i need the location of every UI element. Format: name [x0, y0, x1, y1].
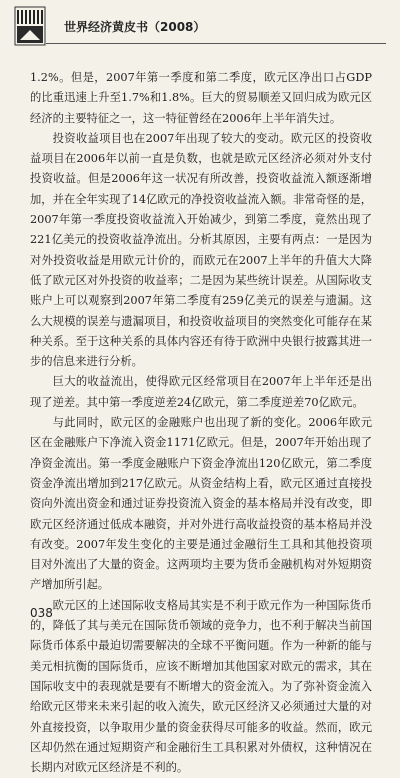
header-divider — [46, 43, 386, 44]
paragraph: 欧元区的上述国际收支格局其实是不利于欧元作为一种国际货币的，降低了其与美元在国际货币领域的竞争力，也不利于解决当前国际货币体系中最迫切需要解决的全球不平衡问题。作为一种新的能与美元相抗衡的国际货币，应该不断增加其他国家对欧元的需求，其在国际收支中的表现就是要有不断增大的资金流入。为了弥补资金流入给欧元区带来未来引起的收入流失，欧元区经济又必须通过大量的对外直接投资，以争取用少量的资金获得尽可能多的收益。然而，欧元区却仍然在通过短期资产和金融衍生工具积累对外债权，这种情况在长期内对欧元区经济是不利的。 — [30, 598, 372, 775]
paragraph: 1.2%。但是，2007年第一季度和第二季度，欧元区净出口占GDP的比重迅速上升至1.7%和1.8%。巨大的贸易顺差又回归成为欧元区经济的主要特征之一，这一特征曾经在2006年上半年消失过。 — [30, 71, 372, 125]
paragraph: 与此同时，欧元区的金融账户也出现了新的变化。2006年欧元区在金融账户下净流入资金1171亿欧元。但是，2007年开始出现了净资金流出。第一季度金融账户下资金净流出120亿欧元，第二季度资金净流出增加到217亿欧元。从资金结构上看，欧元区通过直接投资向外流出资金和通过证券投资流入资金的基本格局并没有改变，即欧元区经济通过低成本融资，并对外进行高收益投资的基本格局并没有改变。2007年发生变化的主要是通过金融衍生工具和其他投资项目对外流出了大量的资金。这两项均主要为货币金融机构对外短期资产增加所引起。 — [30, 416, 372, 592]
running-header-title: 世界经济黄皮书（2008） — [64, 20, 206, 34]
paragraph: 巨大的收益流出，使得欧元区经常项目在2007年上半年还是出现了逆差。其中第一季度逆差24亿欧元，第二季度逆差70亿欧元。 — [30, 375, 372, 409]
page-number: 038 — [30, 606, 53, 620]
paragraph: 投资收益项目也在2007年出现了较大的变动。欧元区的投资收益项目在2006年以前一直是负数，也就是欧元区经济必须对外支付投资收益。但是2006年这一状况有所改善，投资收益流入额逐渐增加，并在全年实现了14亿欧元的净投资收益流入额。非常奇怪的是，2007年第一季度投资收益流入开始减少，到第二季度，竟然出现了221亿美元的投资收益净流出。分析其原因，主要有两点：一是因为对外投资收益是用欧元计价的，而欧元在2007上半年的升值大大降低了欧元区对外投资的收益率；二是因为某些统计误差。从国际收支账户上可以观察到2007年第二季度有259亿美元的误差与遗漏。这么大规模的误差与遗漏项目，和投资收益项目的突然变化可能存在某种关系。至于这种关系的具体内容还有待于欧洲中央银行披露其进一步的信息来进行分析。 — [30, 131, 372, 369]
body-text — [30, 68, 372, 778]
page-header — [0, 0, 400, 50]
book-series-logo-icon — [14, 6, 46, 46]
